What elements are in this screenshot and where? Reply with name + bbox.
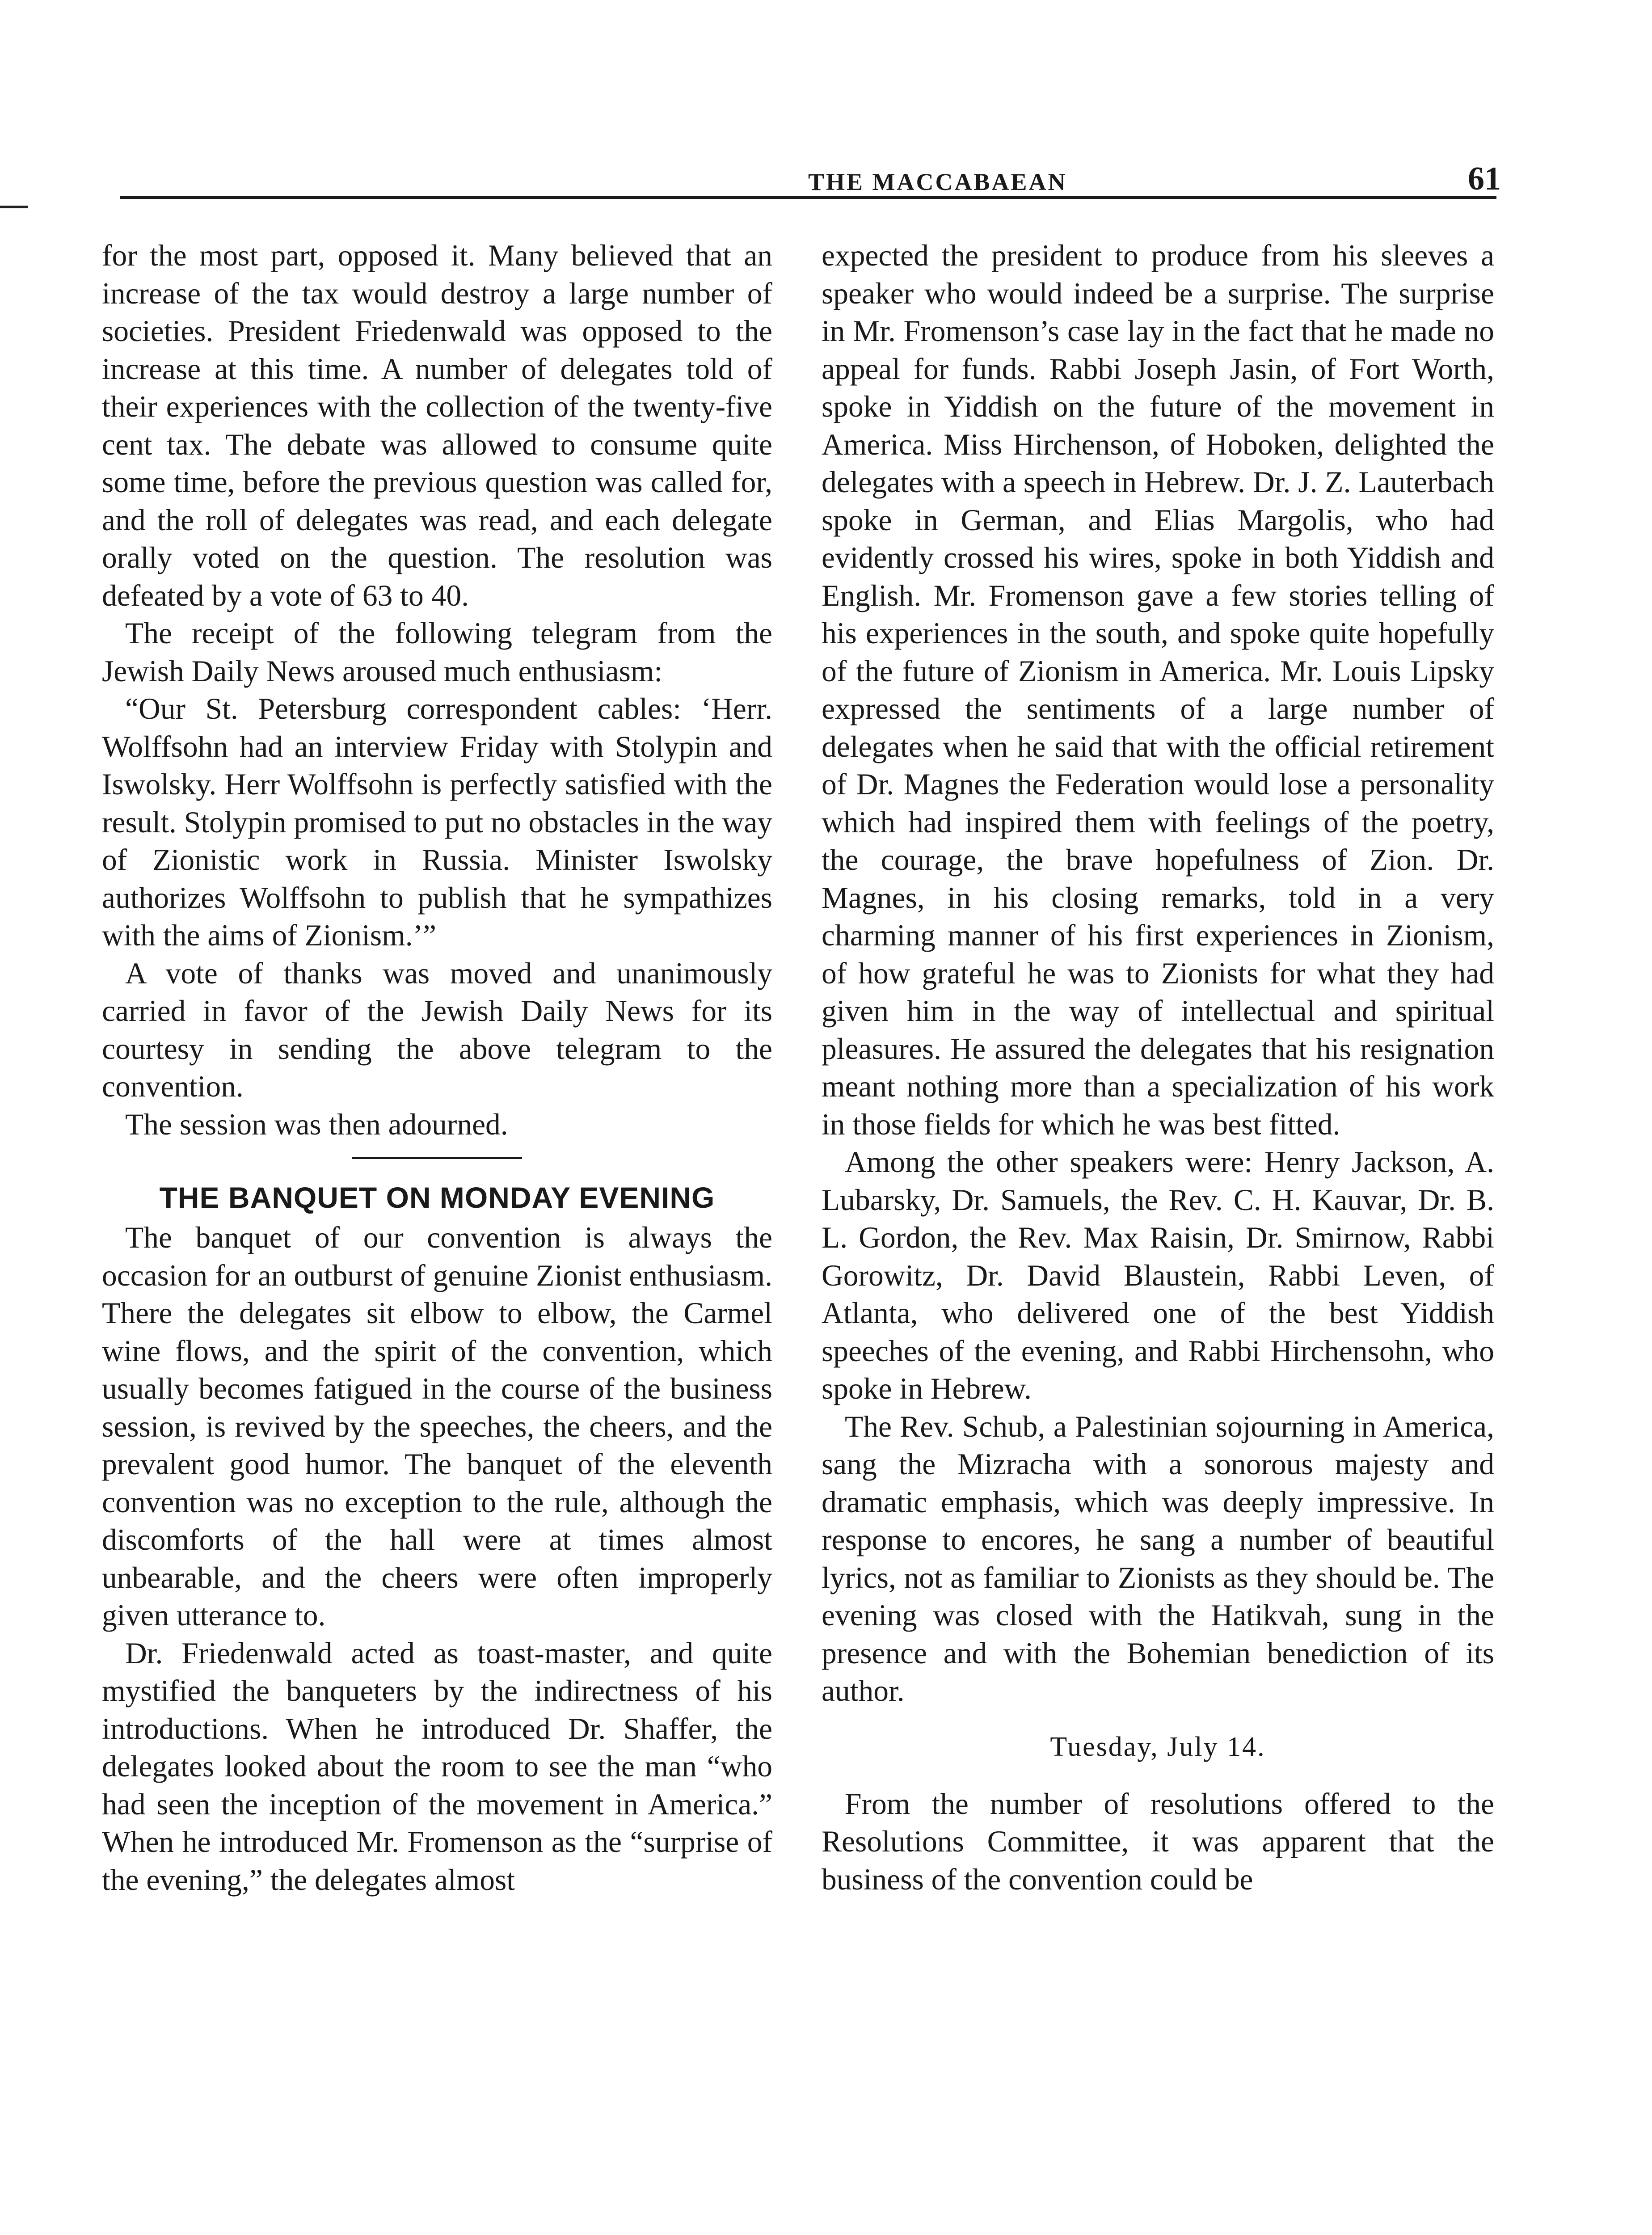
page-header xyxy=(120,160,1501,199)
paragraph: The session was then adourned. xyxy=(125,1107,508,1141)
section-heading: THE BANQUET ON MONDAY EVENING xyxy=(159,1181,715,1214)
paragraph: Dr. Friedenwald acted as toast-master, and quite mystified the banqueters by the indirectness of his introductions. When he introduced Dr. Shaffer, the delegates looked about the room to see the man “who had seen the inception of the movement in America.” When he introduced Mr. Fromenson as the “surprise of the evening,” the delegates almost xyxy=(102,1636,772,1897)
page-edge-mark xyxy=(0,206,28,208)
paragraph: The banquet of our convention is always the occasion for an outburst of genuine Zionist enthusiasm. There the delegates sit elbow to elbow, the Carmel wine flows, and the spirit of the convention, which usually becomes fatigued in the course of the business session, is revived by the speeches, the cheers, and the prevalent good humor. The banquet of the eleventh convention was no exception to the rule, although the discomforts of the hall were at times almost unbearable, and the cheers were often improperly given utterance to. xyxy=(102,1221,772,1632)
paragraph: A vote of thanks was moved and unanimously carried in favor of the Jewish Daily News for its courtesy in sending the above telegram to the convention. xyxy=(102,956,772,1103)
left-column xyxy=(102,237,772,1899)
paragraph: expected the president to produce from his sleeves a speaker who would indeed be a surprise. The surprise in Mr. Fromenson’s case lay in the fact that he made no appeal for funds. Rabbi Joseph Jasin, of Fort Worth, spoke in Yiddish on the future of the movement in America. Miss Hirchenson, of Hoboken, delighted the delegates with a speech in Hebrew. Dr. J. Z. Lauterbach spoke in German, and Elias Margolis, who had evidently crossed his wires, spoke in both Yiddish and English. Mr. Fromenson gave a few stories telling of his experiences in the south, and spoke quite hopefully of the future of Zionism in America. Mr. Louis Lipsky expressed the sentiments of a large number of delegates when he said that with the official retirement of Dr. Magnes the Federation would lose a personality which had inspired them with feelings of the poetry, the courage, the brave hopefulness of Zion. Dr. Magnes, in his closing remarks, told in a very charming manner of his first experiences in Zionism, of how grateful he was to Zionists for what they had given him in the way of intellectual and spiritual pleasures. He assured the delegates that his resignation meant nothing more than a specialization of his work in those fields for which he was best fitted. xyxy=(822,239,1494,1141)
section-divider xyxy=(352,1157,522,1159)
page-number: 61 xyxy=(1468,160,1501,197)
paragraph: From the number of resolutions offered to the Resolutions Committee, it was apparent that the business of the convention could be xyxy=(822,1787,1494,1896)
date-heading: Tuesday, July 14. xyxy=(1050,1731,1266,1762)
right-column xyxy=(822,237,1494,1898)
running-head: THE MACCABAEAN xyxy=(808,169,1067,195)
paragraph: The receipt of the following telegram from the Jewish Daily News aroused much enthusiasm: xyxy=(102,616,772,688)
paragraph: The Rev. Schub, a Palestinian sojourning in America, sang the Mizracha with a sonorous majesty and dramatic emphasis, which was deeply impressive. In response to encores, he sang a number of beautiful lyrics, not as familiar to Zionists as they should be. The evening was closed with the Hatikvah, sung in the presence and with the Bohemian benediction of its author. xyxy=(822,1409,1494,1708)
paragraph: Among the other speakers were: Henry Jackson, A. Lubarsky, Dr. Samuels, the Rev. C. H. Kauvar, Dr. B. L. Gordon, the Rev. Max Raisin, Dr. Smirnow, Rabbi Gorowitz, Dr. David Blaustein, Rabbi Leven, of Atlanta, who delivered one of the best Yiddish speeches of the evening, and Rabbi Hirchensohn, who spoke in Hebrew. xyxy=(822,1145,1494,1405)
paragraph: for the most part, opposed it. Many believed that an increase of the tax would destroy a large number of societies. President Friedenwald was opposed to the increase at this time. A number of delegates told of their experiences with the collection of the twenty-five cent tax. The debate was allowed to consume quite some time, before the previous question was called for, and the roll of delegates was read, and each delegate orally voted on the question. The resolution was defeated by a vote of 63 to 40. xyxy=(102,239,772,612)
quoted-telegram: “Our St. Petersburg correspondent cables: ‘Herr. Wolffsohn had an interview Friday with Stolypin and Iswolsky. Herr Wolffsohn is perfectly satisfied with the result. Stolypin promised to put no obstacles in the way of Zionistic work in Russia. Minister Iswolsky authorizes Wolffsohn to publish that he sympathizes with the aims of Zionism.’” xyxy=(102,692,772,952)
